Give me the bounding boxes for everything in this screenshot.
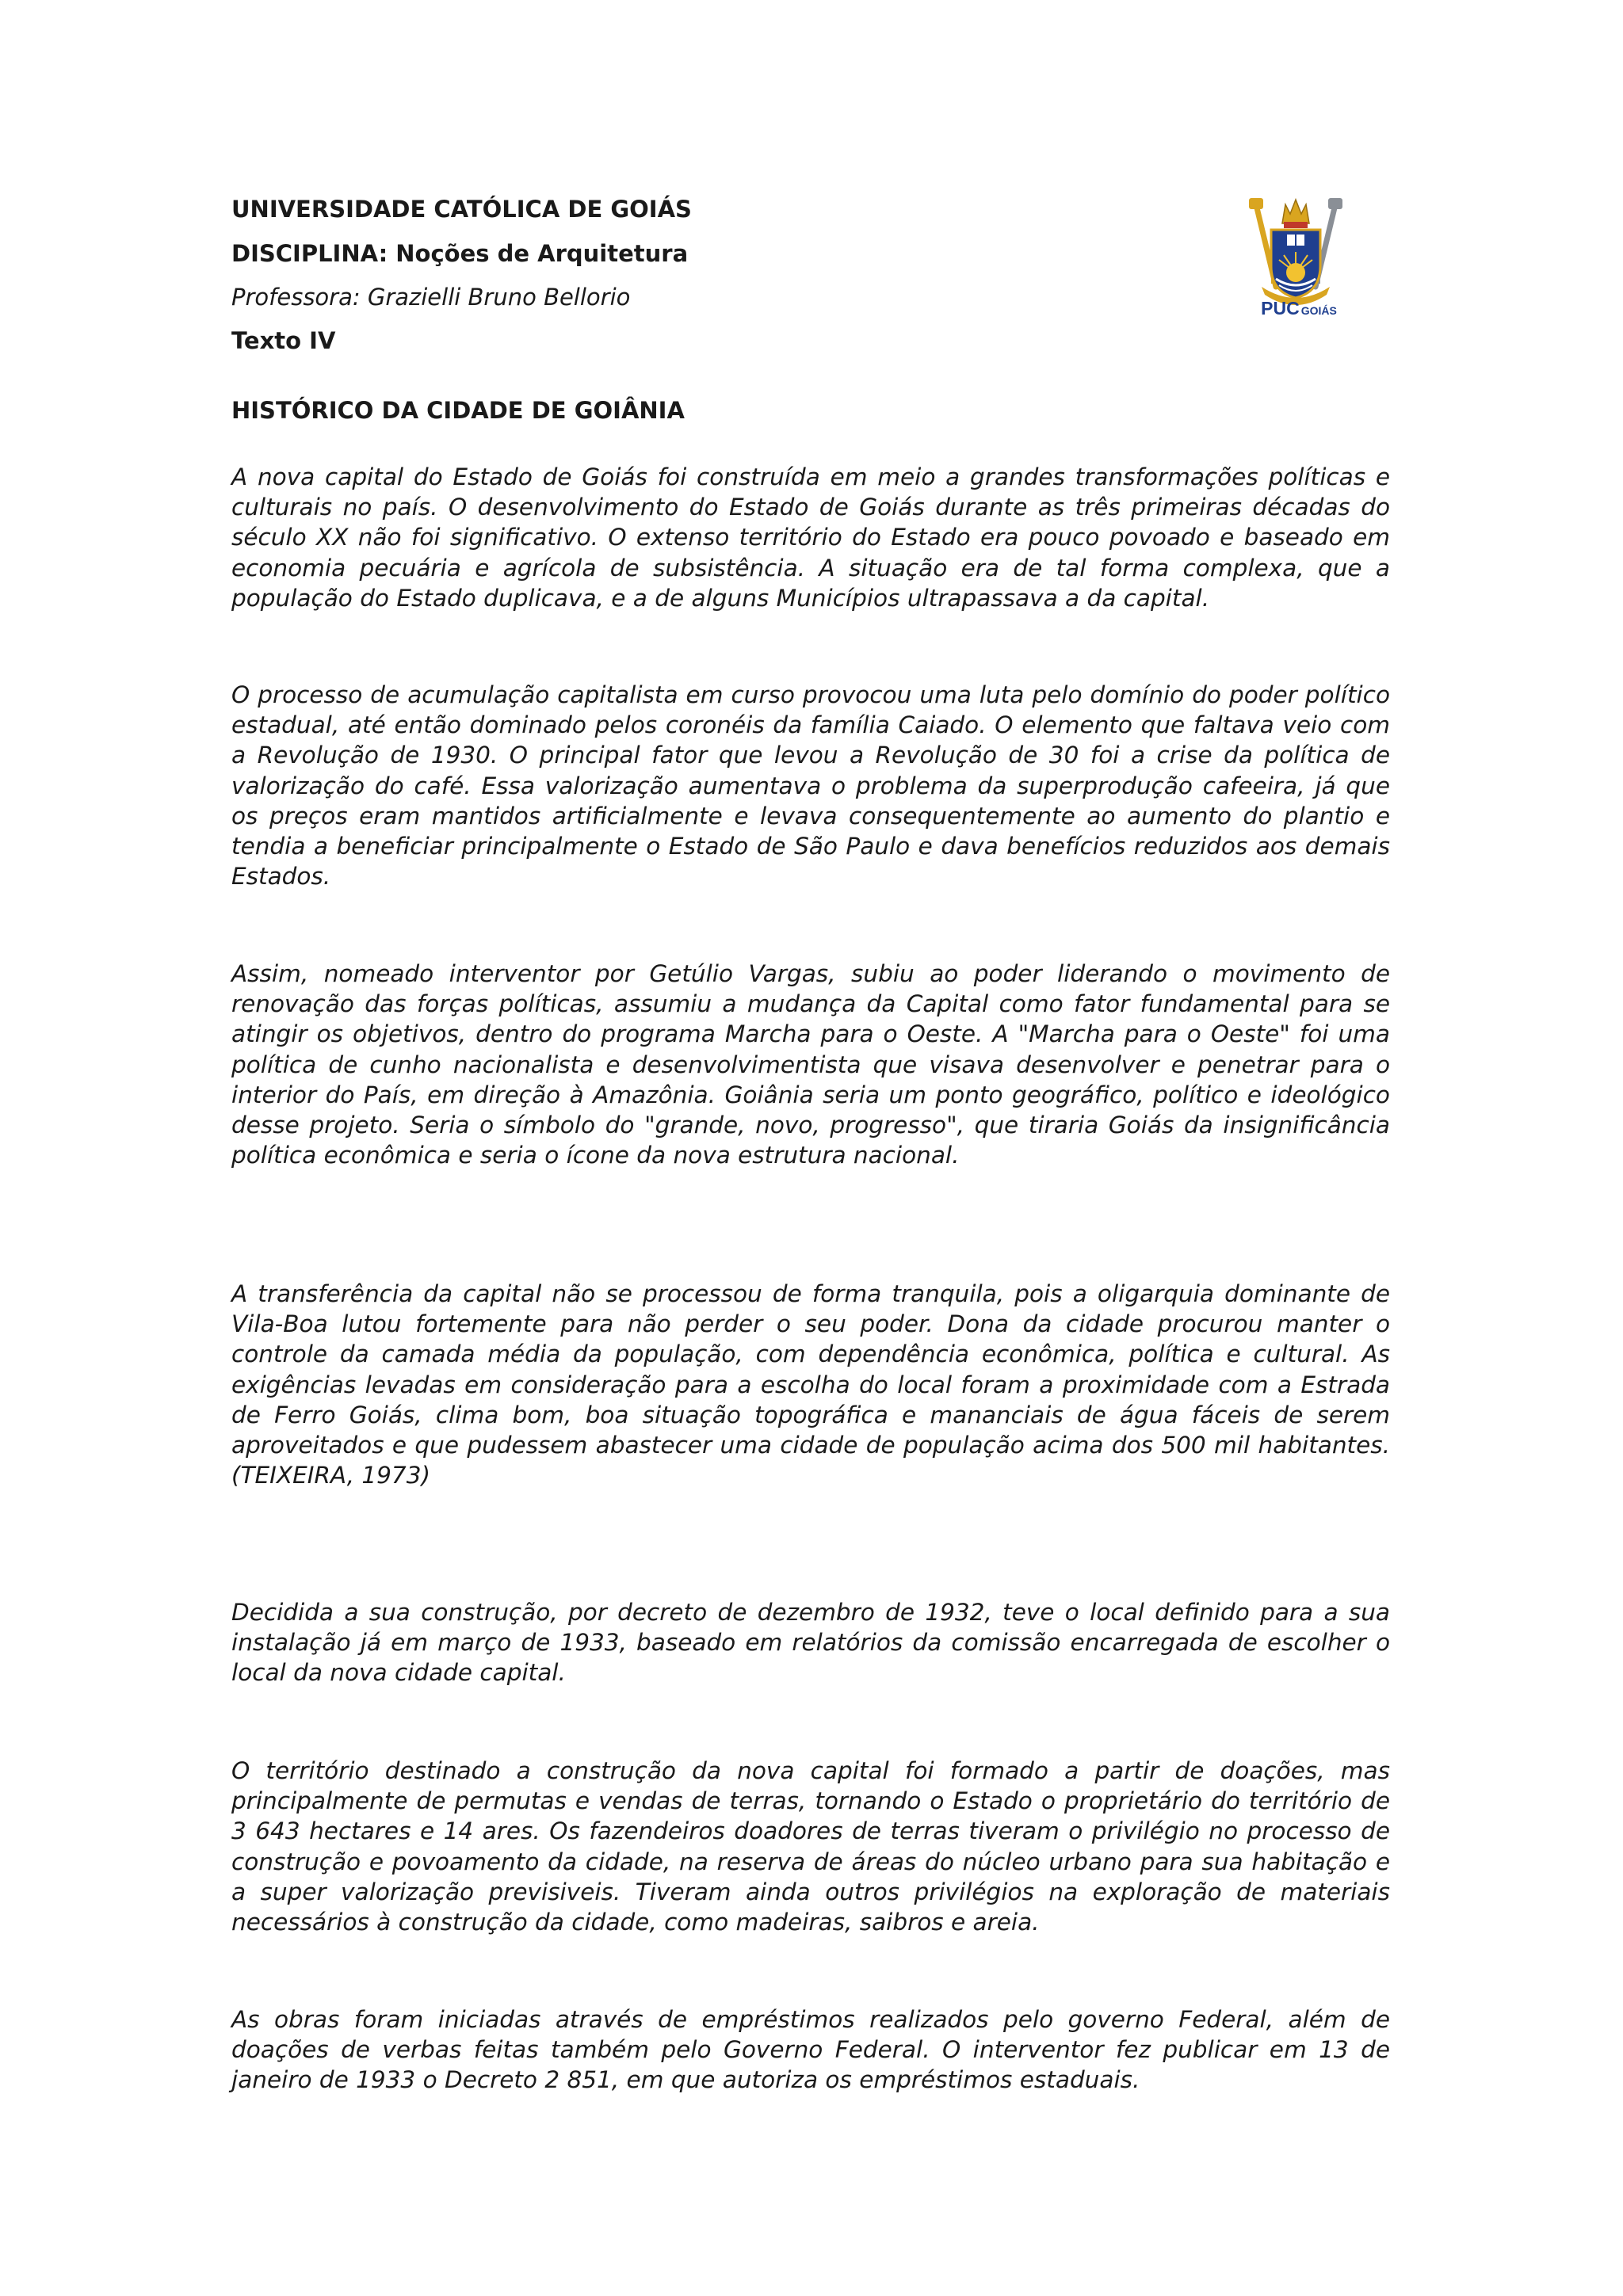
paragraph-2: O processo de acumulação capitalista em curso provocou uma luta pelo domínio do poder político estadual, até então dominado pelos coronéis da família Caiado. O elemento que faltava veio com a Revolução de 1930. O principal fator que levou a Revolução de 30 foi a crise da política de valorização do café. Essa valorização aumentava o problema da superprodução cafeeira, já que os preços eram mantidos artificialmente e levava consequentemente ao aumento do plantio e tendia a beneficiar principalmente o Estado de São Paulo e dava benefícios reduzidos aos demais Estados.: [231, 681, 1390, 891]
paragraph-1: A nova capital do Estado de Goiás foi construída em meio a grandes transformações políticas e culturais no país. O desenvolvimento do Estado de Goiás durante as três primeiras décadas do século XX não foi significativo. O extenso território do Estado era pouco povoado e baseado em economia pecuária e agrícola de subsistência. A situação era de tal forma complexa, que a população do Estado duplicava, e a de alguns Municípios ultrapassava a da capital.: [231, 463, 1390, 612]
paragraph-7: As obras foram iniciadas através de empréstimos realizados pelo governo Federal, além de doações de verbas feitas também pelo Governo Federal. O interventor fez publicar em 13 de janeiro de 1933 o Decreto 2 851, em que autoriza os empréstimos estaduais.: [231, 2006, 1390, 2094]
logo-sub: GOIÁS: [1300, 304, 1337, 317]
paragraph-3: Assim, nomeado interventor por Getúlio Vargas, subiu ao poder liderando o movimento de renovação das forças políticas, assumiu a mudança da Capital como fator fundamental para se atingir os objetivos, dentro do programa Marcha para o Oeste. A "Marcha para o Oeste" foi uma política de cunho nacionalista e desenvolvimentista que visava desenvolver e penetrar para o interior do País, em direção à Amazônia. Goiânia seria um ponto geográfico, político e ideológico desse projeto. Seria o símbolo do "grande, novo, progresso", que tiraria Goiás da insignificância política econômica e seria o ícone da nova estrutura nacional.: [231, 960, 1390, 1169]
text-number: Texto IV: [231, 327, 336, 354]
paragraph-5: Decidida a sua construção, por decreto de dezembro de 1932, teve o local definido para a sua instalação já em março de 1933, baseado em relatórios da comissão encarregada de escolher o local da nova cidade capital.: [231, 1599, 1390, 1687]
shield-icon: [1271, 230, 1320, 298]
discipline: DISCIPLINA: Noções de Arquitetura: [231, 240, 689, 267]
page-title: HISTÓRICO DA CIDADE DE GOIÂNIA: [231, 397, 685, 424]
logo-brand: PUC: [1261, 298, 1300, 318]
paragraph-6: O território destinado a construção da nova capital foi formado a partir de doações, mas principalmente de permutas e vendas de terras, tornando o Estado o proprietário do território de 3 643 hectares e 14 ares. Os fazendeiros doadores de terras tiveram o privilégio no processo de construção e povoamento da cidade, na reserva de áreas do núcleo urbano para sua habitação e a super valorização previsiveis. Tiveram ainda outros privilégios na exploração de materiais necessários à construção da cidade, como madeiras, saibros e areia.: [231, 1757, 1390, 1936]
logo-wordmark: [1247, 298, 1350, 319]
paragraph-4: A transferência da capital não se processou de forma tranquila, pois a oligarquia dominante de Vila-Boa lutou fortemente para não perder o seu poder. Dona da cidade procurou manter o controle da camada média da população, com dependência econômica, política e cultural. As exigências levadas em consideração para a escolha do local foram a proximidade com a Estrada de Ferro Goiás, clima bom, boa situação topográfica e mananciais de água fáceis de serem aproveitados e que pudessem abastecer uma cidade de população acima dos 500 mil habitantes. (TEIXEIRA, 1973): [231, 1280, 1390, 1489]
professor-name: Professora: Grazielli Bruno Bellorio: [231, 284, 631, 311]
university-name: UNIVERSIDADE CATÓLICA DE GOIÁS: [231, 196, 692, 223]
crown-icon: [1282, 200, 1309, 228]
